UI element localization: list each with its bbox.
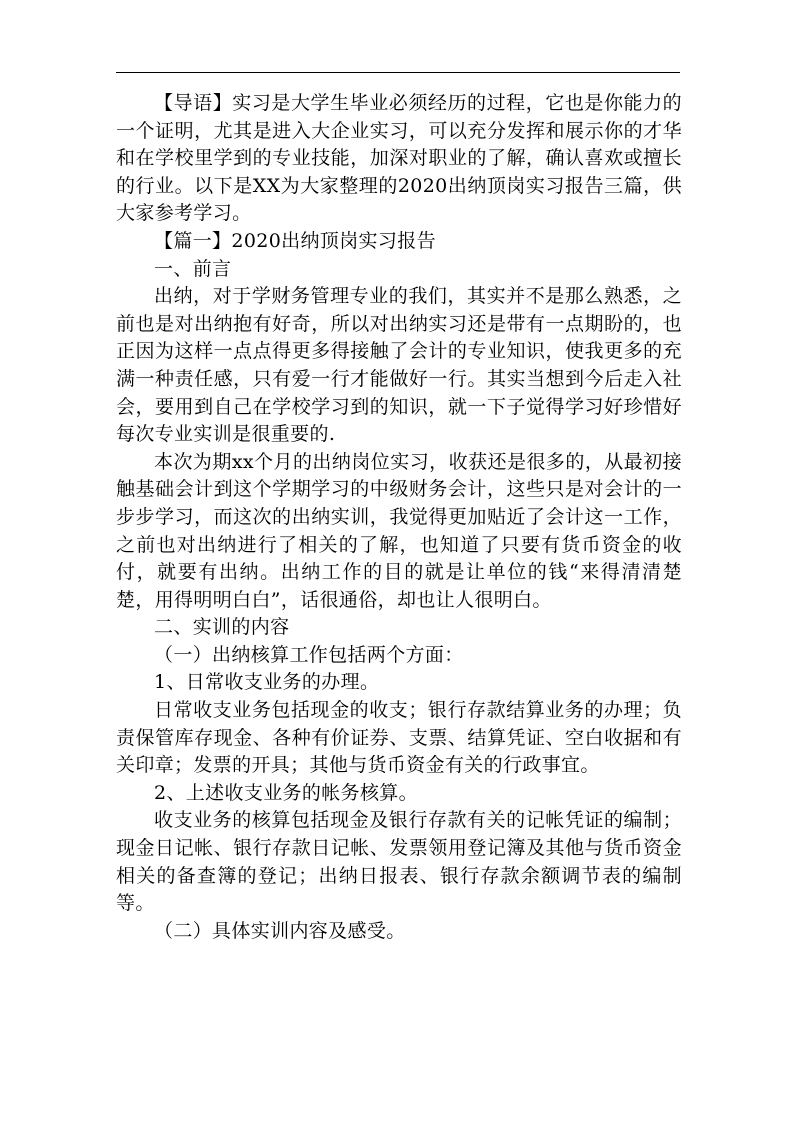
list-item-daily-business: 1、日常收支业务的办理。	[154, 671, 380, 694]
header-rule	[116, 72, 680, 73]
subheading-details: （二）具体实训内容及感受。	[154, 919, 406, 942]
body-paragraph: 日常收支业务包括现金的收支；银行存款结算业务的办理；负责保管库存现金、各种有价证券、支票、结算凭证、空白收据和有关印章；发票的开具；其他与货币资金有关的行政事宜。	[116, 699, 682, 777]
subheading-cashier-accounting: （一）出纳核算工作包括两个方面：	[154, 643, 464, 666]
list-item-accounting: 2、上述收支业务的帐务核算。	[154, 781, 418, 804]
heading-training-content: 二、实训的内容	[154, 616, 290, 639]
document-body	[116, 90, 682, 945]
section-title: 【篇一】2020出纳顶岗实习报告	[154, 229, 436, 252]
body-paragraph: 本次为期xx个月的出纳岗位实习，收获还是很多的，从最初接触基础会计到这个学期学习的中级财务会计，这些只是对会计的一步步学习，而这次的出纳实训，我觉得更加贴近了会计这一工作，之前也对出纳进行了相关的了解，也知道了只要有货币资金的收付，就要有出纳。出纳工作的目的就是让单位的钱“来得清清楚楚，用得明明白白”，话很通俗，却也让人很明白。	[116, 450, 682, 611]
heading-preface: 一、前言	[154, 257, 232, 280]
body-paragraph: 收支业务的核算包括现金及银行存款有关的记帐凭证的编制；现金日记帐、银行存款日记帐、发票领用登记簿及其他与货币资金相关的备查簿的登记；出纳日报表、银行存款余额调节表的编制等。	[116, 809, 682, 915]
body-paragraph: 出纳，对于学财务管理专业的我们，其实并不是那么熟悉，之前也是对出纳抱有好奇，所以对出纳实习还是带有一点期盼的，也正因为这样一点点得更多得接触了会计的专业知识，使我更多的充满一种责任感，只有爱一行才能做好一行。其实当想到今后走入社会，要用到自己在学校学习到的知识，就一下子觉得学习好珍惜好每次专业实训是很重要的.	[116, 285, 682, 446]
intro-paragraph: 【导语】实习是大学生毕业必须经历的过程，它也是你能力的一个证明，尤其是进入大企业实习，可以充分发挥和展示你的才华和在学校里学到的专业技能，加深对职业的了解，确认喜欢或擅长的行业。以下是XX为大家整理的2020出纳顶岗实习报告三篇，供大家参考学习。	[116, 92, 682, 225]
